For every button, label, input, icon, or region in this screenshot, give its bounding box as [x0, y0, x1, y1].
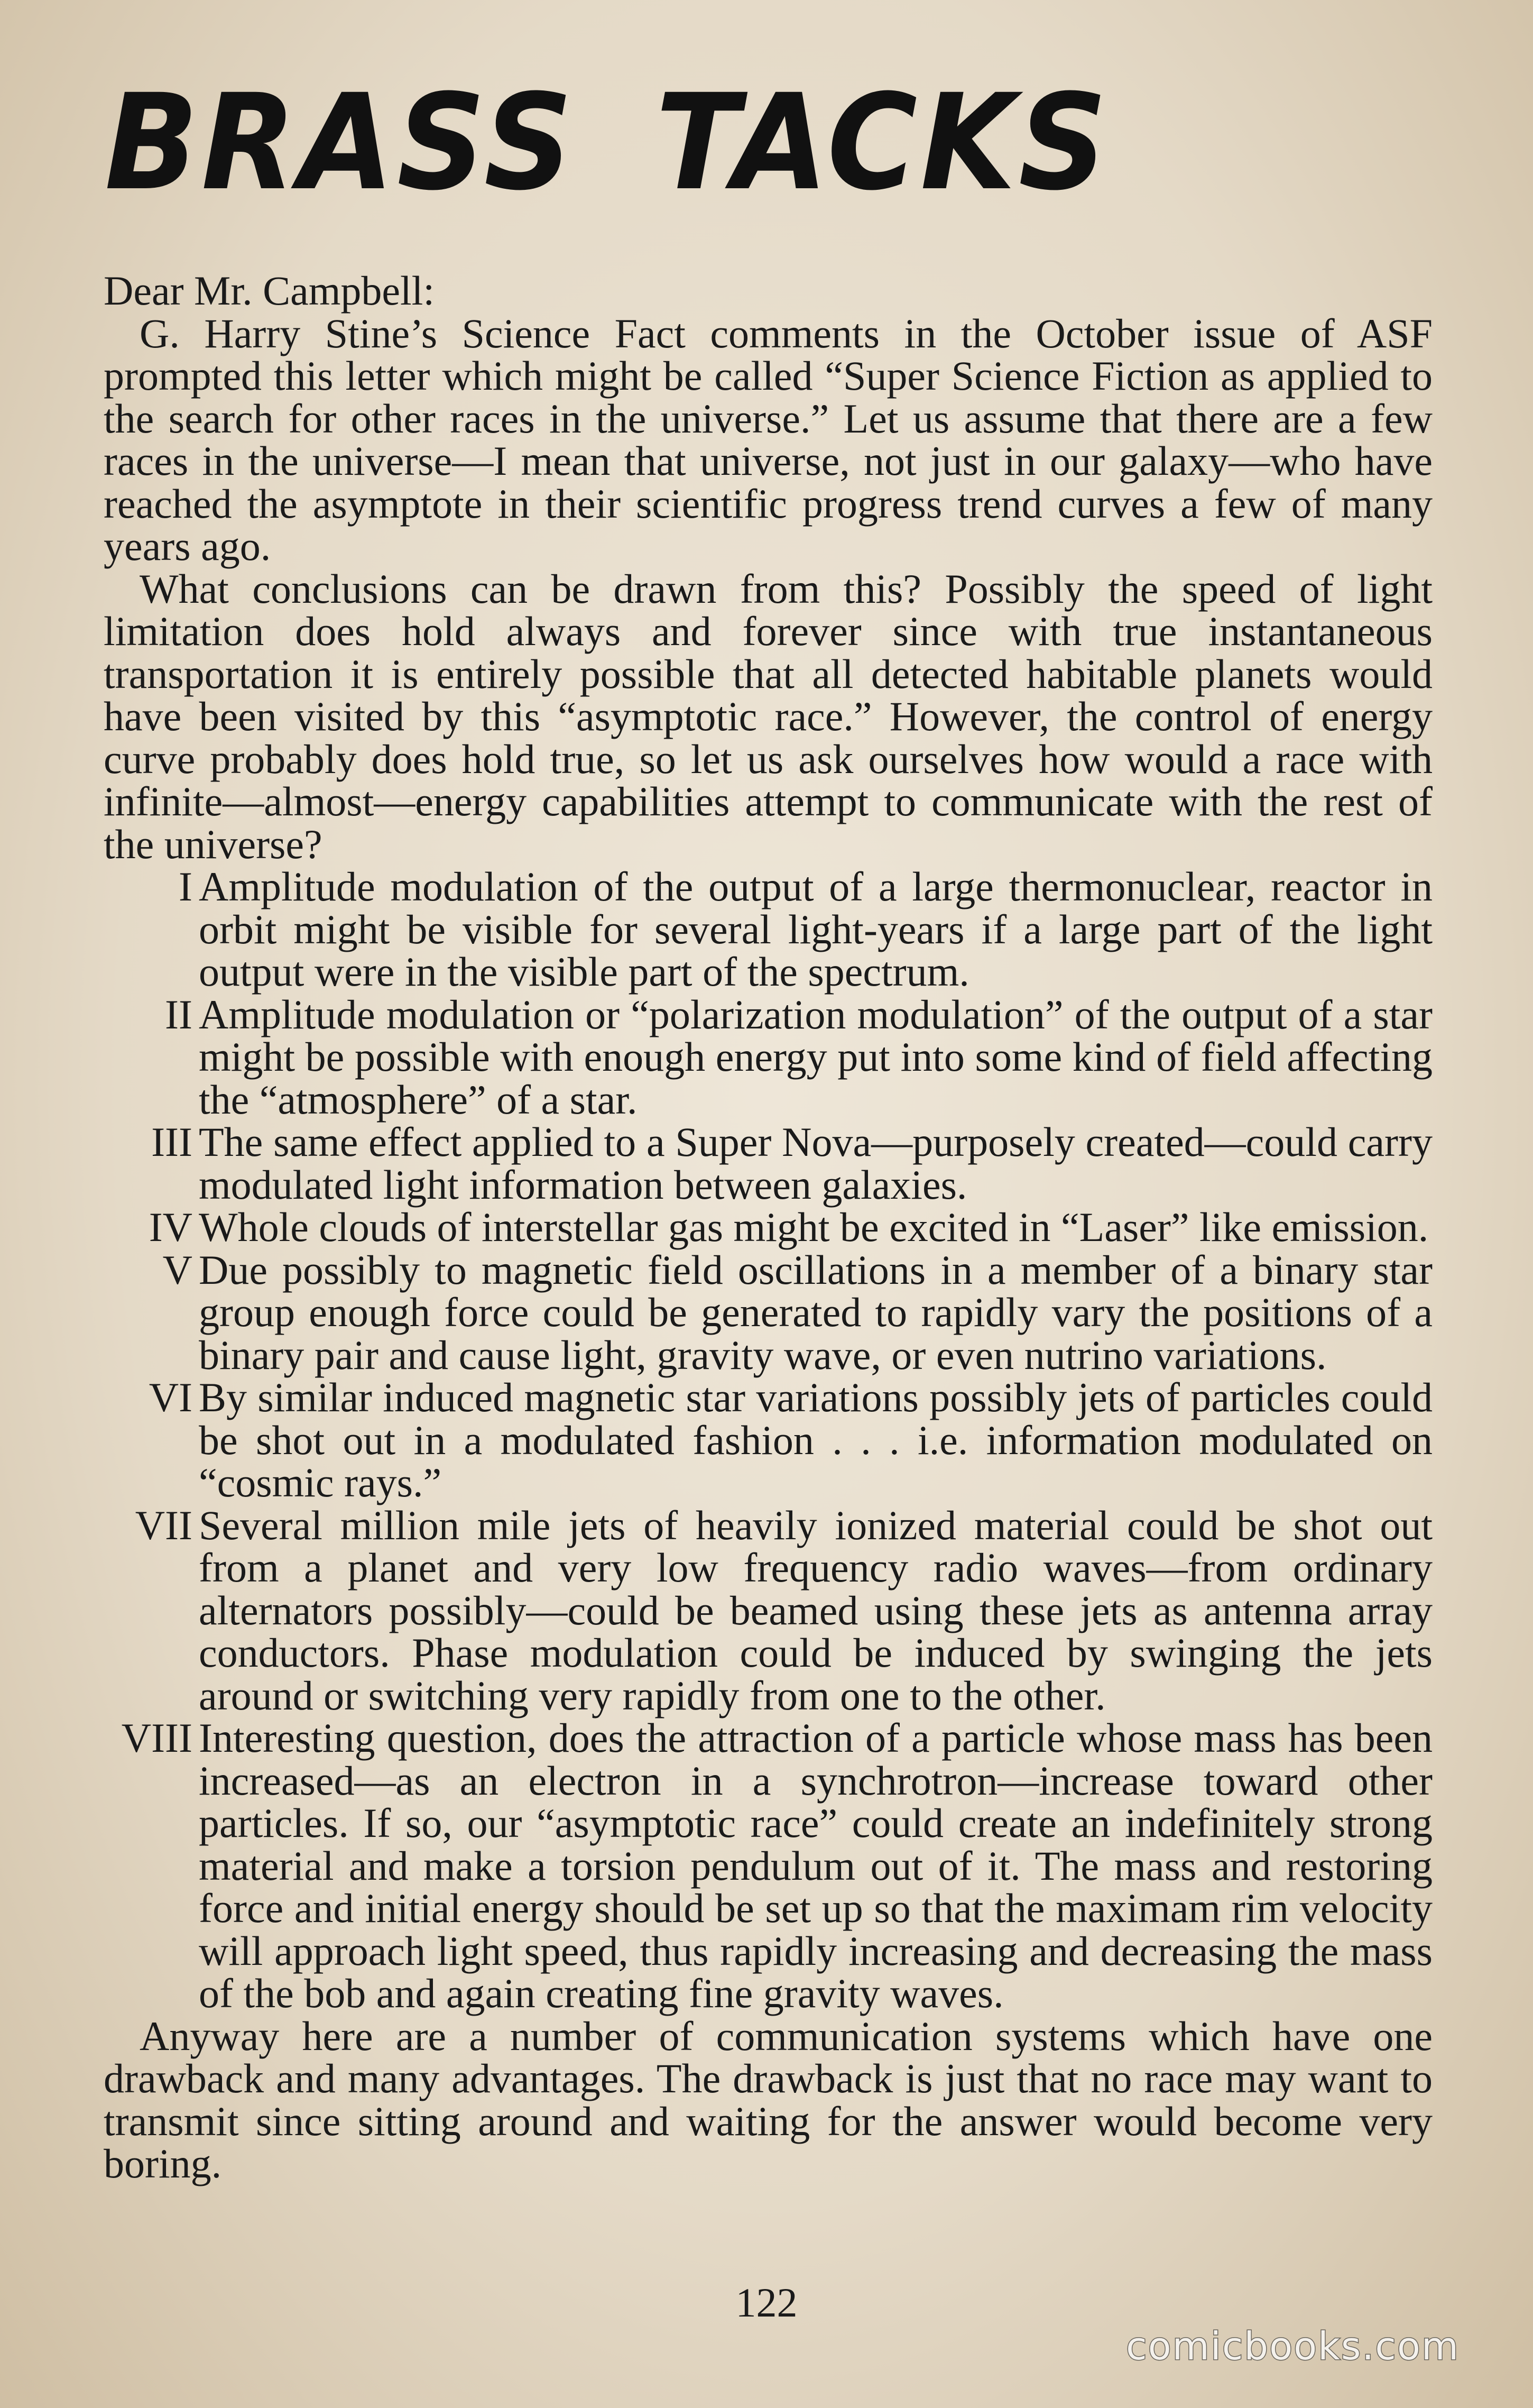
paragraph-1: G. Harry Stine’s Science Fact comments in the October issue of ASF prompted this letter which might be called “Super Science Fiction as applied to the search for other races in the universe.” Let us assume that there are a few races in the universe—I mean that universe, not just in our galaxy—who have reached the asymptote in their scientific progress trend curves a few of many years ago. [104, 310, 1433, 569]
list-item-text: Amplitude modulation of the output of a large thermonuclear, reactor in orbit might be visible for several light-years if a large part of the light output were in the visible part of the spectrum. [199, 863, 1433, 995]
paragraph-2: What conclusions can be drawn from this? Possibly the speed of light limitation does hold always and forever since with true instantaneous transportation it is entirely possible that all detected habitable planets would have been visited by this “asymptotic race.” However, the control of energy curve probably does hold true, so let us ask ourselves how would a race with infinite—almost—energy capabilities attempt to communicate with the rest of the universe? [104, 565, 1433, 867]
list-item-text: Several million mile jets of heavily ionized material could be shot out from a planet and very low frequency radio waves—from ordinary alternators possibly—could be beamed using these jets as antenna array conductors. Phase modulation could be induced by swinging the jets around or switching very rapidly from one to the other. [199, 1502, 1433, 1718]
list-numeral: VI [149, 1374, 192, 1420]
list-numeral: II [165, 991, 192, 1037]
list-item-text: By similar induced magnetic star variations possibly jets of particles could be shot out in a modulated fashion . . . i.e. information modulated on “cosmic rays.” [199, 1374, 1433, 1505]
list-item-text: The same effect applied to a Super Nova—purposely created—could carry modulated light information between galaxies. [199, 1119, 1433, 1208]
list-item [104, 1246, 1433, 1378]
list-item-text: Interesting question, does the attraction of a particle whose mass has been increased—as an electron in a synchrotron—increase toward other particles. If so, our “asymptotic race” could create an indefinitely strong material and make a torsion pendulum out of it. The mass and restoring force and initial energy should be set up so that the maximam rim velocity will approach light speed, thus rapidly increasing and decreasing the mass of the bob and again creating fine gravity waves. [199, 1715, 1433, 2016]
list-item [104, 1504, 1433, 1717]
salutation: Dear Mr. Campbell: [104, 268, 435, 314]
list-numeral: VII [135, 1502, 192, 1548]
watermark: comicbooks.com [1126, 2324, 1460, 2368]
list-item [104, 991, 1433, 1123]
list-item [104, 1206, 1433, 1249]
closing-paragraph: Anyway here are a number of communication systems which have one drawback and many advantages. The drawback is just that no race may want to transmit since sitting around and waiting for the answer would become very boring. [104, 2012, 1433, 2186]
list-item [104, 1376, 1433, 1504]
list-numeral: V [162, 1246, 192, 1293]
list-item [104, 863, 1433, 995]
list-item [104, 1717, 1433, 2015]
list-numeral: III [151, 1119, 192, 1165]
list-numeral: I [179, 863, 192, 909]
list-item-text: Amplitude modulation or “polarization modulation” of the output of a star might be possible with enough energy put into some kind of field affecting the “atmosphere” of a star. [199, 991, 1433, 1123]
list-numeral: VIII [121, 1715, 192, 1761]
page-number: 122 [735, 2280, 798, 2326]
page-title: BRASS TACKS [105, 66, 1110, 219]
list-item-text: Due possibly to magnetic field oscillations in a member of a binary star group enough force could be generated to rapidly vary the positions of a binary pair and cause light, gravity wave, or even nutrino variations. [199, 1246, 1433, 1378]
list-item-text: Whole clouds of interstellar gas might be excited in “Laser” like emission. [199, 1204, 1429, 1250]
letter-body [104, 270, 1433, 2185]
numbered-list [104, 863, 1433, 2016]
list-numeral: IV [149, 1204, 192, 1250]
list-item [104, 1121, 1433, 1206]
